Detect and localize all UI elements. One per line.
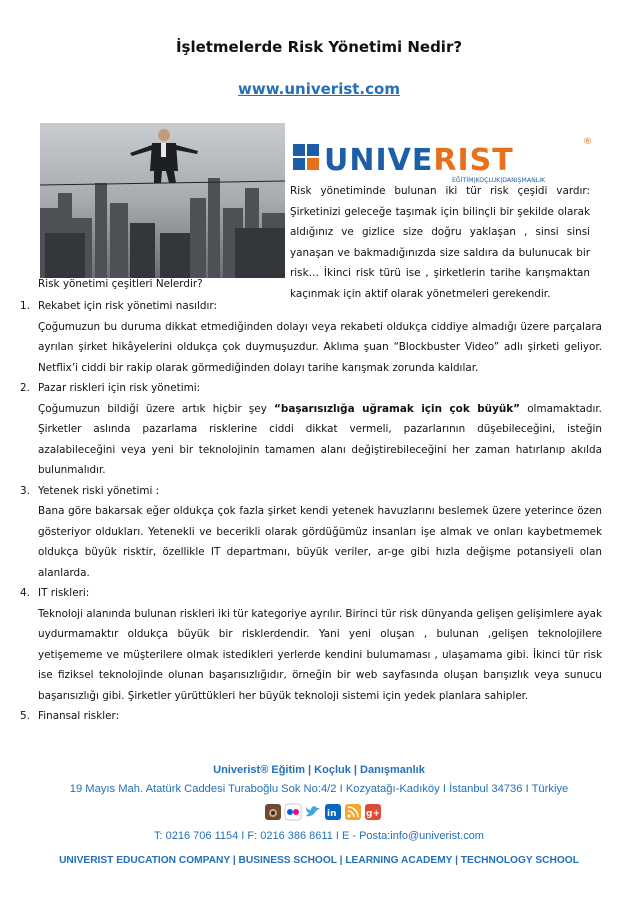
footer-divisions: UNIVERIST EDUCATION COMPANY | BUSINESS SCHOOL | LEARNING ACADEMY | TECHNOLOGY SCHOOL [59,855,579,866]
intro-text: Risk yönetiminde bulunan iki tür risk çeşidi vardır: Şirketinizi geleceğe taşımak için bilinçli bir şekilde olarak aldığınız ve gizlice size doğru yaklaşan , sinsi sinsi yanaşan ve bakmadığınızda size saldıra da bulunucak bir risk… İkinci risk türü ise , şirketlerin tarihe karışmaktan kaçınmak için aktif olarak yönetmeleri gerekendir. [290,185,590,300]
svg-text:®: ® [583,137,592,147]
document-title: İşletmelerde Risk Yönetimi Nedir? [175,38,463,56]
list-item-title: Yetenek riski yönetimi : [38,484,160,497]
list-item-body: Teknoloji alanında bulunan riskleri iki tür kategoriye ayrılır. Birinci tür risk dünyanda gelişen gelişimlere ayak uydurmamaktır oldukça büyük bir risklerdendir. Yani yeni oluşan , bulunan ,gelişen teknolojilere yetişememe ve müşterilere olmak istedikleri yerlerde kendini bulumaması , ulaşamama gibi. İkinci tür risk ise fiziksel teknolojinde olunan başarısızlığıdır, örneğin bir web sayfasında oluşan barışızlık veya sunucu başarısızlığı gibi. Şirketler yürüttükleri her büyük teknoloji sistemi için yedek planlara sahipler. [38,607,602,702]
footer-company: Univerist® Eğitim | Koçluk | Danışmanlık [213,764,425,776]
list-number: 2. [20,382,30,394]
univerist-logo[interactable] [292,136,592,184]
google-plus-icon[interactable] [364,803,382,821]
univerist-logo-mark-icon [292,136,592,184]
list-item-title: Finansal riskler: [38,710,120,722]
businessman-tightrope-photo [40,123,285,278]
footer-address: 19 Mayıs Mah. Atatürk Caddesi Turaboğlu Sok No:4/2 I Kozyatağı-Kadıköy I İstanbul 34736 I Türkiye [69,783,569,795]
risk-types-list [20,296,602,727]
body-text: Çoğumuzun bildiği üzere artık hiçbir şey [38,402,275,415]
list-item [20,706,602,727]
website-link[interactable]: www.univerist.com [238,80,400,98]
svg-text:g+: g+ [366,809,380,819]
list-item-title: IT riskleri: [38,587,90,599]
list-item-title: Rekabet için risk yönetimi nasıldır: [38,300,217,312]
list-number: 5. [20,710,30,722]
body-text: olmamaktadır. Şirketler aslında pazarlama risklerine ciddi dikkat vermeli, pazarlarının düşebileceğini, isteğin azalabileceğini veya yeni bir teknolojinin tamamen alanı değiştirebileceğini her zaman hatırlanıp akılda bulunmalıdır. [38,402,602,476]
list-item [20,481,602,584]
list-number: 3. [20,484,30,497]
photo-illustration [40,123,285,278]
svg-text:UNIVERIST: UNIVERIST [324,143,514,178]
section-subheading: Risk yönetimi çeşitleri Nelerdir? [38,278,203,290]
intro-paragraph [290,181,590,305]
twitter-icon[interactable] [304,803,322,821]
list-number: 1. [20,300,30,312]
list-item [20,296,602,378]
list-item [20,583,602,706]
list-item-body: Bana göre bakarsak eğer oldukça çok fazla şirket kendi yetenek havuzlarını beslemek üzere yeterince özen gösteriyor oldukları. Yetenekli ve becerikli olarak gördüğümüz insanları işe almak ve onları kaybetmemek oldukça büyük risktir, özellikle IT departmanı, büyük veriler, ar-ge gibi hızla değişme potansiyeli olan alanlarda. [38,505,602,579]
svg-text:in: in [327,809,337,819]
list-item-title: Pazar riskleri için risk yönetimi: [38,382,201,394]
list-item-body: Çoğumuzun bu duruma dikkat etmediğinden dolayı veya rekabeti oldukça ciddiye almadığı üzere parçalara ayrılan şirket hikâyelerini oldukça çok duymuşuzdur. Aklıma şuan “Blockbuster Video” adlı şirketi geliyor. Netflix’i ciddi bir rakip olarak görmediğinden dolayı tarihe karışmak zorunda kaldılar. [38,320,602,374]
list-item [20,378,602,481]
instagram-icon[interactable] [264,803,282,821]
linkedin-icon[interactable] [324,803,342,821]
svg-text:EĞİTİM|KOÇLUK|DANIŞMANLIK: EĞİTİM|KOÇLUK|DANIŞMANLIK [452,177,546,184]
rss-icon[interactable] [344,803,362,821]
list-item-body [38,399,602,481]
list-number: 4. [20,587,30,599]
body-emphasis: “başarısızlığa uğramak için çok büyük” [274,402,520,415]
social-icons [264,803,382,821]
footer-contact: T: 0216 706 1154 I F: 0216 386 8611 I E - Posta:info@univerist.com [154,830,484,842]
flickr-icon[interactable] [284,803,302,821]
